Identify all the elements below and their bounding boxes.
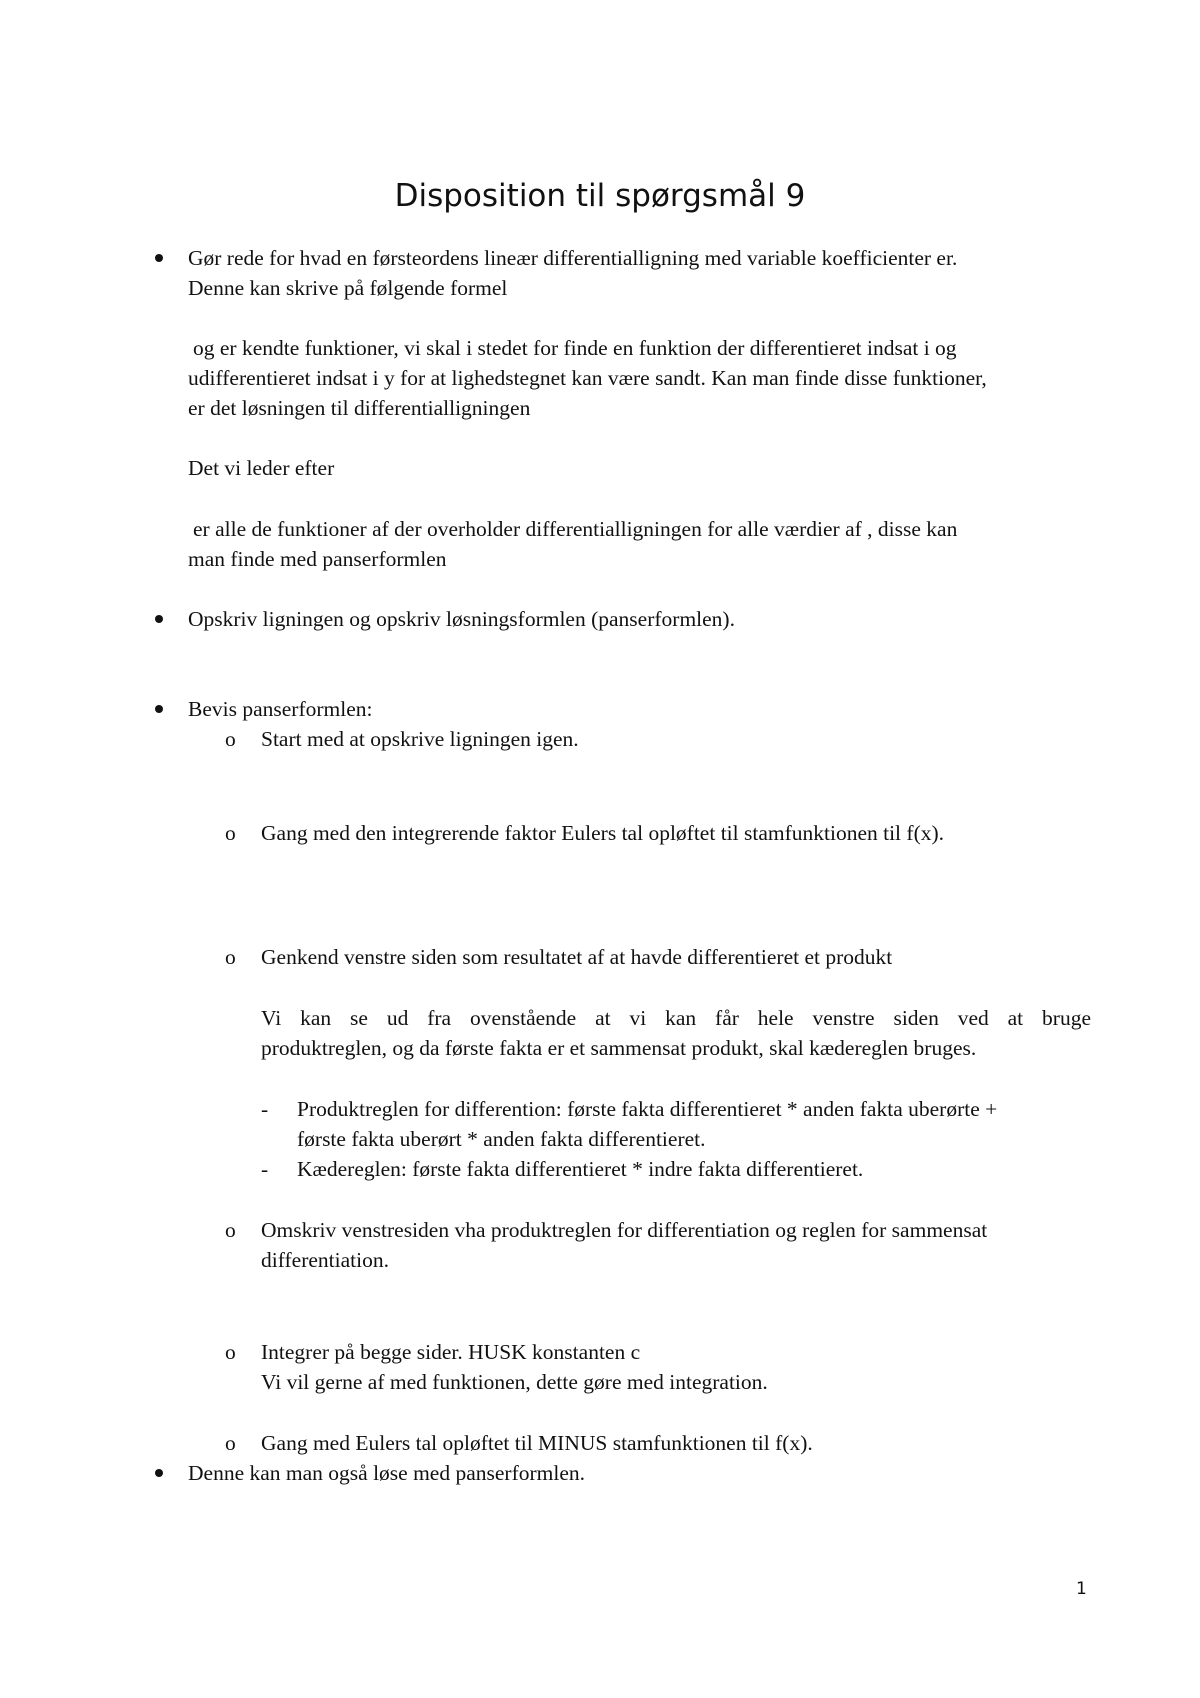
sub-bullet-marker: o — [225, 1431, 236, 1455]
bullet3-step3-para-line1: Vi kan se ud fra ovenstående at vi kan får hele venstre siden ved at bruge — [261, 1006, 1091, 1030]
bullet1-para2-line1: og er kendte funktioner, vi skal i stedet for finde en funktion der differentieret indsat i og — [193, 336, 957, 360]
bullet1-line2: Denne kan skrive på følgende formel — [188, 276, 508, 300]
bullet3-step5-line1: Integrer på begge sider. HUSK konstanten c — [261, 1340, 641, 1364]
bullet3-rule1-line1: Produktreglen for differention: første fakta differentieret * anden fakta uberørte + — [297, 1097, 998, 1121]
bullet3-step4-line1: Omskriv venstresiden vha produktreglen for differentiation og reglen for sammensat — [261, 1218, 988, 1242]
bullet1-para3: Det vi leder efter — [188, 456, 335, 480]
bullet3-step4-line2: differentiation. — [261, 1248, 389, 1272]
bullet3-step2: Gang med den integrerende faktor Eulers tal opløftet til stamfunktionen til f(x). — [261, 821, 945, 845]
bullet3-step5-line2: Vi vil gerne af med funktionen, dette gøre med integration. — [261, 1370, 768, 1394]
bullet2-text: Opskriv ligningen og opskriv løsningsformlen (panserformlen). — [188, 607, 735, 631]
bullet-icon — [155, 254, 163, 262]
bullet1-line1: Gør rede for hvad en førsteordens lineær differentialligning med variable koefficienter er. — [188, 246, 958, 270]
sub-bullet-marker: o — [225, 1340, 236, 1364]
page-number: 1 — [1076, 1579, 1087, 1599]
sub-bullet-marker: o — [225, 1218, 236, 1242]
bullet-icon — [155, 1469, 163, 1477]
bullet3-step3: Genkend venstre siden som resultatet af at havde differentieret et produkt — [261, 945, 893, 969]
bullet4-text: Denne kan man også løse med panserformlen. — [188, 1461, 586, 1485]
bullet3-step1: Start med at opskrive ligningen igen. — [261, 727, 579, 751]
bullet-icon — [155, 705, 163, 713]
dash-marker: - — [261, 1097, 269, 1121]
sub-bullet-marker: o — [225, 727, 236, 751]
bullet3-step6: Gang med Eulers tal opløftet til MINUS stamfunktionen til f(x). — [261, 1431, 813, 1455]
bullet3-label: Bevis panserformlen: — [188, 697, 373, 721]
bullet3-step3-para-line2: produktreglen, og da første fakta er et sammensat produkt, skal kædereglen bruges. — [261, 1036, 977, 1060]
bullet1-para4-line2: man finde med panserformlen — [188, 547, 447, 571]
bullet-icon — [155, 615, 163, 623]
bullet1-para2-line3: er det løsningen til differentialligningen — [188, 396, 531, 420]
dash-marker: - — [261, 1157, 269, 1181]
bullet1-para2-line2: udifferentieret indsat i y for at lighedstegnet kan være sandt. Kan man finde disse funktioner, — [188, 366, 987, 390]
sub-bullet-marker: o — [225, 821, 236, 845]
bullet3-rule2: Kædereglen: første fakta differentieret * indre fakta differentieret. — [297, 1157, 864, 1181]
bullet3-rule1-line2: første fakta uberørt * anden fakta differentieret. — [297, 1127, 706, 1151]
bullet1-para4-line1: er alle de funktioner af der overholder differentialligningen for alle værdier af , disse kan — [193, 517, 958, 541]
sub-bullet-marker: o — [225, 945, 236, 969]
page-title: Disposition til spørgsmål 9 — [394, 178, 806, 214]
